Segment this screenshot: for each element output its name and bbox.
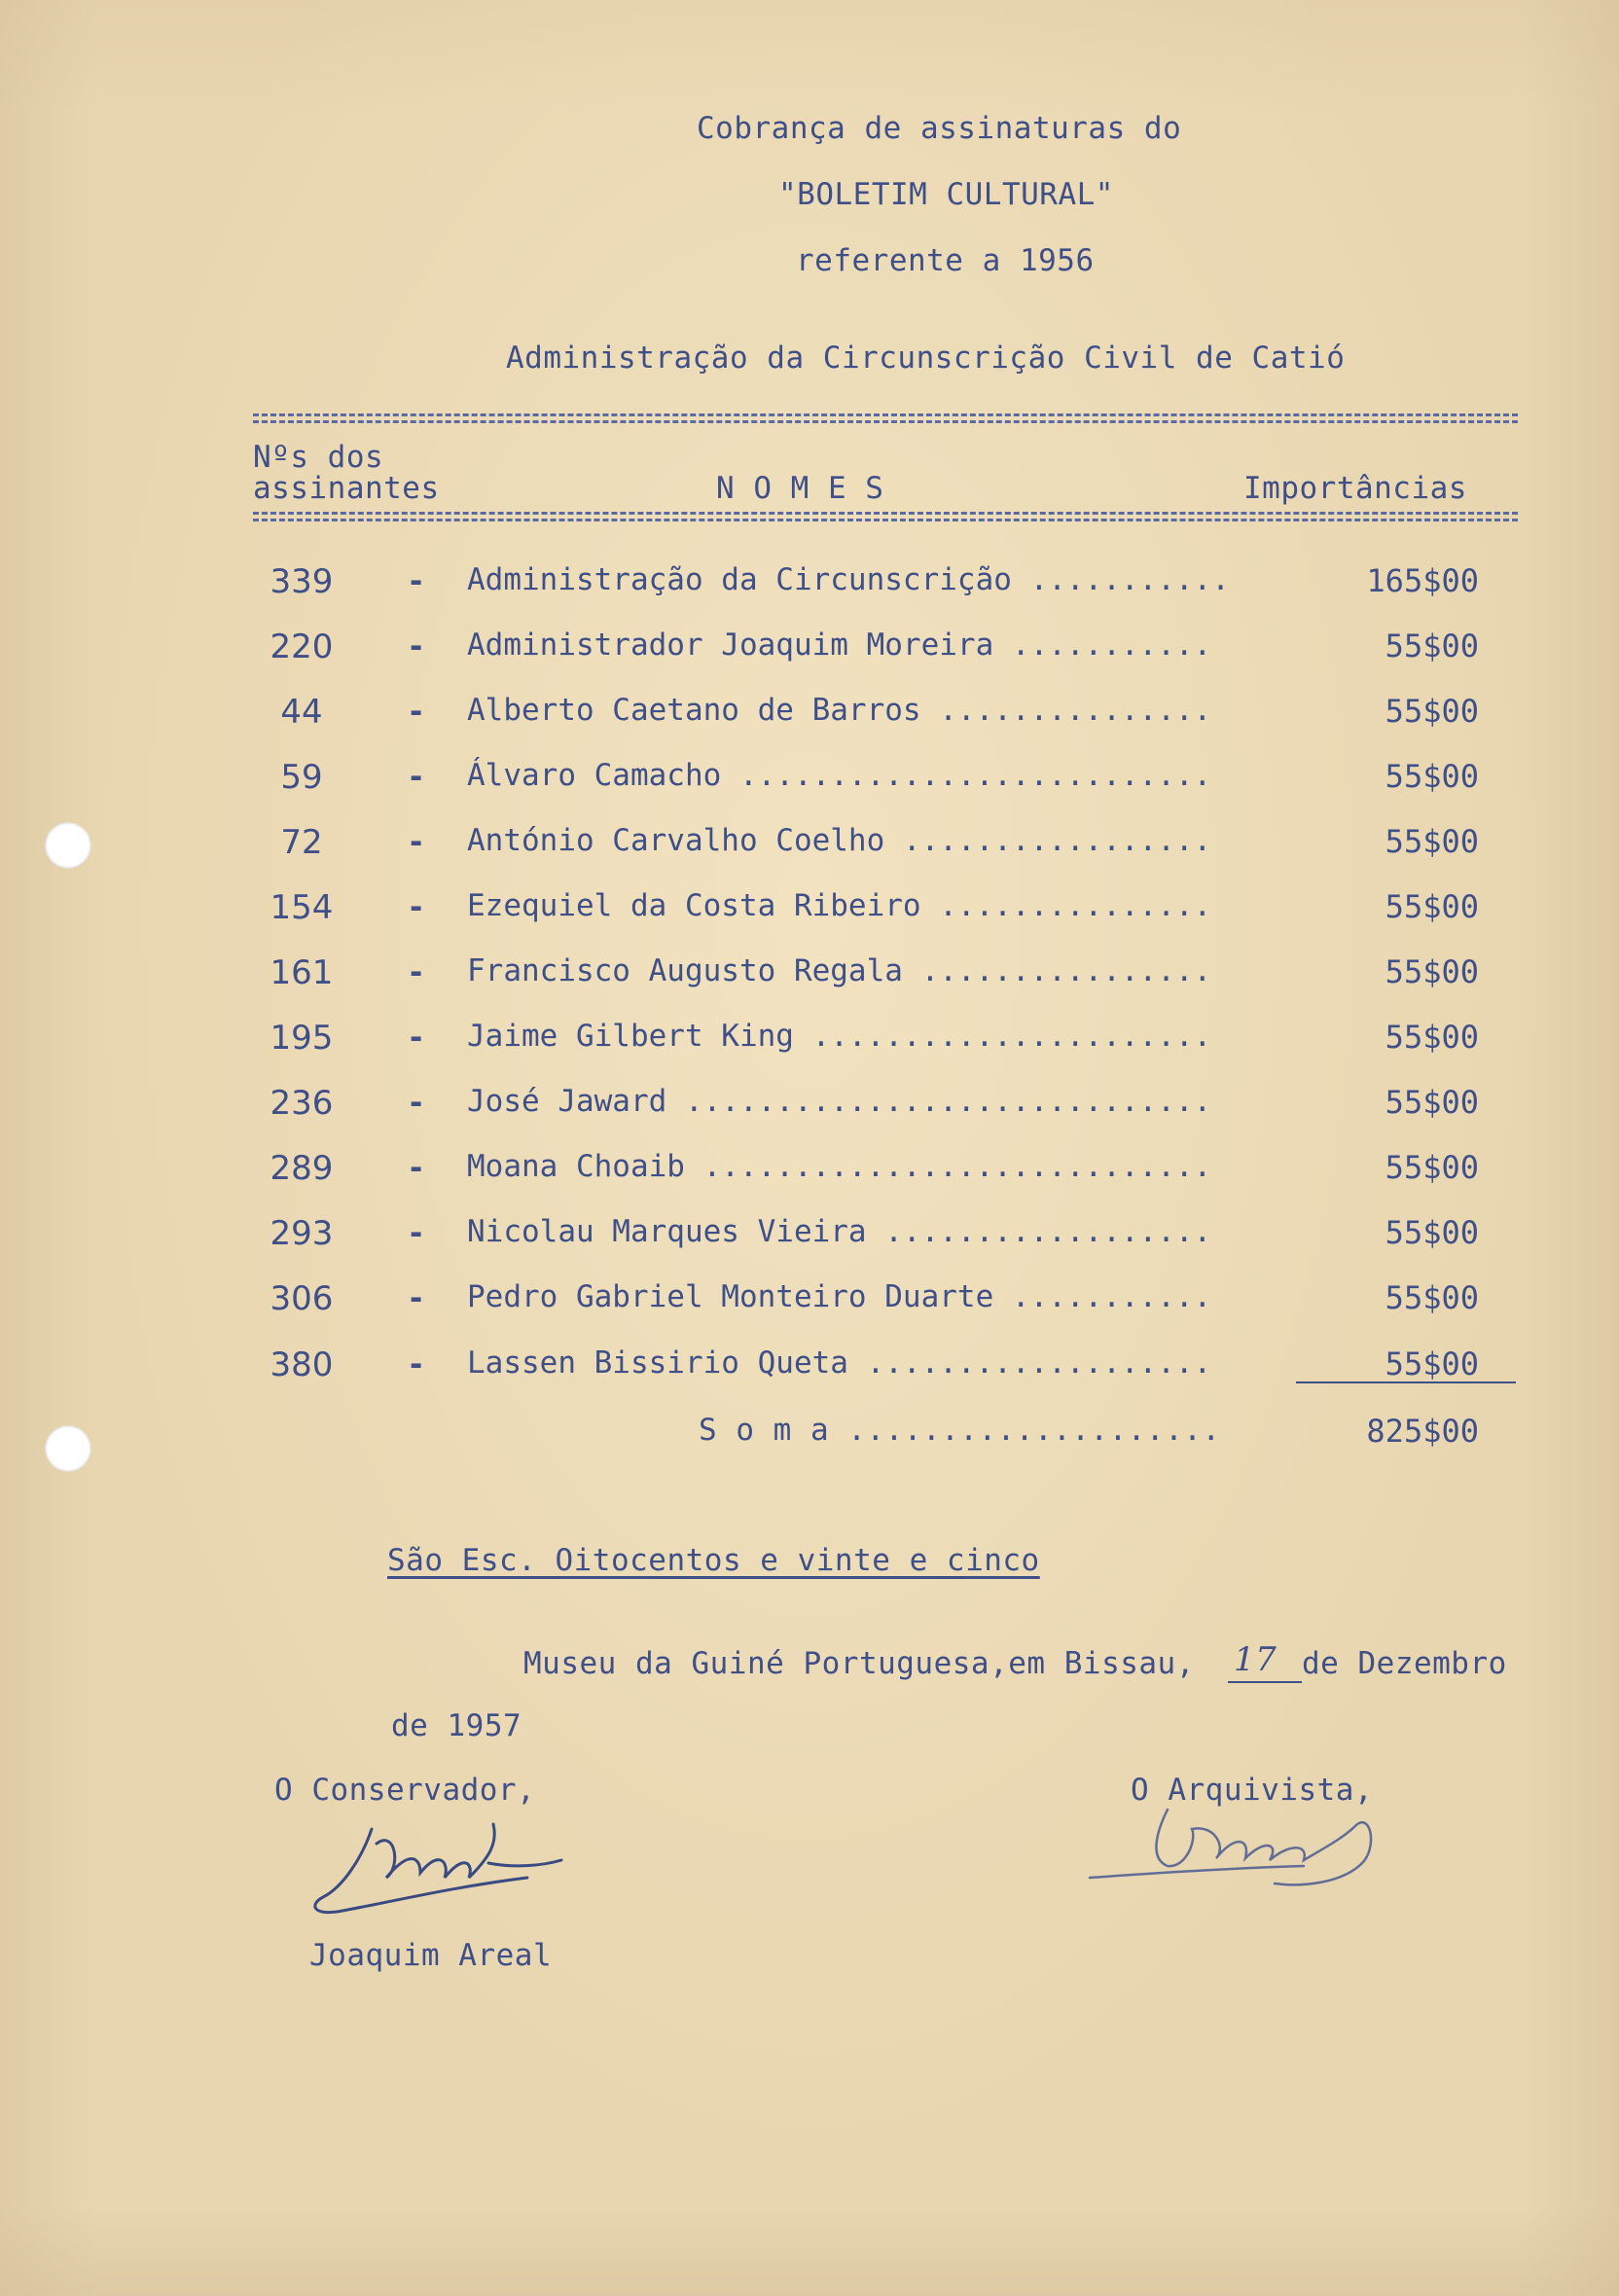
table-row xyxy=(0,953,1619,1012)
subscriber-amount: 165$00 xyxy=(1366,562,1479,599)
subscriber-number: 72 xyxy=(280,823,323,862)
table-row xyxy=(0,628,1619,686)
subscriber-amount: 55$00 xyxy=(1385,628,1479,664)
subscriber-number: 339 xyxy=(270,562,334,601)
total-row xyxy=(0,1413,1619,1471)
header-line-3: referente a 1956 xyxy=(796,243,1095,278)
col-names: N O M E S xyxy=(716,471,884,506)
subscriber-amount: 55$00 xyxy=(1385,1214,1479,1251)
table-row xyxy=(0,1149,1619,1207)
row-dash: - xyxy=(407,1149,426,1186)
subscriber-number: 154 xyxy=(270,888,334,927)
table-row xyxy=(0,758,1619,816)
col-amounts: Importâncias xyxy=(1243,471,1467,506)
subscriber-name: Jaime Gilbert King ...................... xyxy=(467,1019,1212,1054)
row-dash: - xyxy=(407,1345,426,1382)
row-dash: - xyxy=(407,1084,426,1121)
row-dash: - xyxy=(407,1214,426,1251)
amount-in-words: São Esc. Oitocentos e vinte e cinco xyxy=(387,1543,1040,1578)
subscriber-amount: 55$00 xyxy=(1385,1084,1479,1121)
subscriber-number: 293 xyxy=(270,1214,334,1253)
subscriber-name: António Carvalho Coelho ................. xyxy=(467,823,1212,858)
subscriber-amount: 55$00 xyxy=(1385,693,1479,730)
conservador-title: O Conservador, xyxy=(274,1773,536,1808)
place-text: Museu da Guiné Portuguesa,em Bissau, xyxy=(523,1646,1195,1681)
table-top-rule xyxy=(253,413,1518,423)
date-day: 17 xyxy=(1234,1640,1277,1679)
table-row xyxy=(0,1084,1619,1142)
subscriber-number: 161 xyxy=(270,953,334,992)
subscriber-name: Álvaro Camacho .......................... xyxy=(467,758,1212,793)
date-month: de Dezembro xyxy=(1302,1646,1507,1681)
table-row xyxy=(0,562,1619,621)
subscriber-name: José Jaward ............................. xyxy=(467,1084,1212,1119)
arquivista-signature xyxy=(1080,1790,1391,1897)
total-amount: 825$00 xyxy=(1366,1413,1479,1450)
subscriber-number: 289 xyxy=(270,1149,334,1188)
arquivista-title: O Arquivista, xyxy=(1131,1773,1374,1808)
subscriber-name: Ezequiel da Costa Ribeiro ............... xyxy=(467,888,1212,923)
subscriber-name: Pedro Gabriel Monteiro Duarte ........... xyxy=(467,1279,1212,1314)
row-dash: - xyxy=(407,693,426,730)
table-row xyxy=(0,823,1619,881)
subscriber-amount: 55$00 xyxy=(1385,953,1479,990)
col-num-line2: assinantes xyxy=(253,471,440,506)
conservador-name: Joaquim Areal xyxy=(309,1938,553,1973)
subscriber-number: 59 xyxy=(280,758,323,797)
col-num-line1: Nºs dos xyxy=(253,440,384,475)
table-row xyxy=(0,1279,1619,1338)
subscriber-amount: 55$00 xyxy=(1385,888,1479,925)
subscriber-number: 380 xyxy=(270,1345,334,1384)
date-year: de 1957 xyxy=(391,1708,522,1743)
subscriber-amount: 55$00 xyxy=(1385,1019,1479,1056)
day-underline xyxy=(1228,1681,1302,1683)
subscriber-amount: 55$00 xyxy=(1385,1149,1479,1186)
row-dash: - xyxy=(407,1019,426,1056)
subscriber-number: 306 xyxy=(270,1279,334,1318)
subscriber-name: Administração da Circunscrição ........... xyxy=(467,562,1230,597)
subscriber-name: Moana Choaib ............................ xyxy=(467,1149,1212,1184)
subscriber-amount: 55$00 xyxy=(1385,1345,1479,1382)
table-row xyxy=(0,1214,1619,1273)
conservador-signature xyxy=(304,1810,576,1926)
total-label: S o m a .................... xyxy=(699,1413,1221,1448)
subscriber-number: 195 xyxy=(270,1019,334,1058)
row-dash: - xyxy=(407,628,426,664)
subscriber-name: Nicolau Marques Vieira .................. xyxy=(467,1214,1212,1249)
table-row xyxy=(0,888,1619,947)
subscriber-name: Lassen Bissirio Queta ................... xyxy=(467,1345,1212,1381)
header-line-2: "BOLETIM CULTURAL" xyxy=(778,177,1114,212)
row-dash: - xyxy=(407,823,426,860)
subscriber-number: 220 xyxy=(270,628,334,666)
row-dash: - xyxy=(407,888,426,925)
table-row xyxy=(0,1019,1619,1077)
row-dash: - xyxy=(407,953,426,990)
row-dash: - xyxy=(407,758,426,795)
subscriber-amount: 55$00 xyxy=(1385,1279,1479,1316)
admin-title: Administração da Circunscrição Civil de Catió xyxy=(506,341,1346,376)
table-row xyxy=(0,693,1619,751)
table-row xyxy=(0,1345,1619,1404)
row-dash: - xyxy=(407,562,426,599)
row-dash: - xyxy=(407,1279,426,1316)
subscriber-amount: 55$00 xyxy=(1385,823,1479,860)
subscriber-amount: 55$00 xyxy=(1385,758,1479,795)
sum-underline xyxy=(1296,1381,1516,1383)
subscriber-name: Francisco Augusto Regala ................ xyxy=(467,953,1212,988)
subscriber-name: Alberto Caetano de Barros ............... xyxy=(467,693,1212,728)
subscriber-name: Administrador Joaquim Moreira ........... xyxy=(467,628,1212,663)
subscriber-number: 236 xyxy=(270,1084,334,1123)
header-line-1: Cobrança de assinaturas do xyxy=(697,111,1182,146)
table-header-rule xyxy=(253,512,1518,521)
subscriber-number: 44 xyxy=(280,693,323,732)
